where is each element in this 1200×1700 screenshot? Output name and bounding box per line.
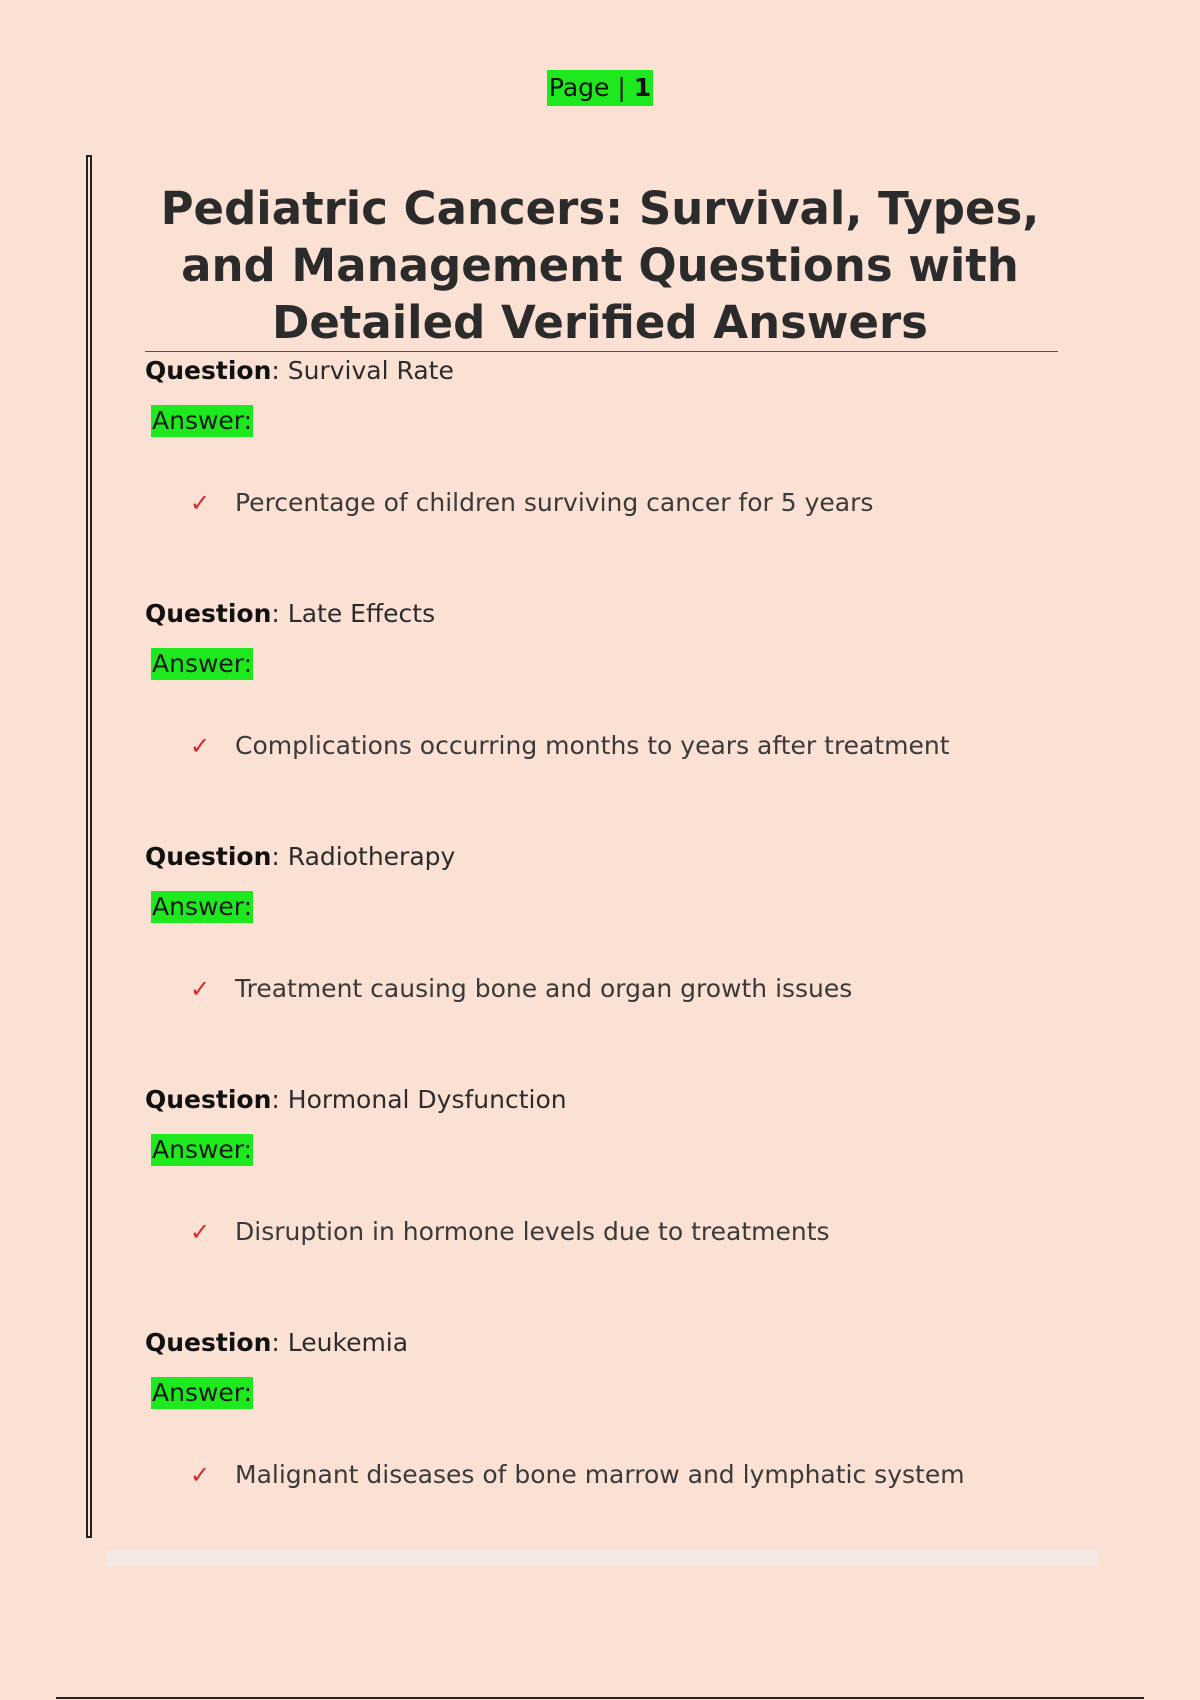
qa-block xyxy=(145,355,1095,519)
check-mark-icon: ✓ xyxy=(190,489,211,517)
page-header xyxy=(0,70,1200,106)
answer-label: Answer: xyxy=(152,1378,253,1407)
answer-text: Percentage of children surviving cancer for 5 years xyxy=(235,488,874,517)
bottom-band xyxy=(106,1550,1098,1566)
qa-block xyxy=(145,1084,1095,1248)
question-text: Hormonal Dysfunction xyxy=(287,1085,567,1114)
answer-label: Answer: xyxy=(152,892,253,921)
question-text: Leukemia xyxy=(287,1328,409,1357)
answer-label: Answer: xyxy=(152,1135,253,1164)
qa-block xyxy=(145,841,1095,1005)
qa-block xyxy=(145,1327,1095,1491)
question-label: Question xyxy=(145,599,272,628)
check-mark-icon: ✓ xyxy=(190,732,211,760)
question-line: Question: Survival Rate xyxy=(145,356,454,385)
answer-text: Complications occurring months to years after treatment xyxy=(235,731,950,760)
check-mark-icon: ✓ xyxy=(190,975,211,1003)
question-line: Question: Radiotherapy xyxy=(145,842,456,871)
answer-item xyxy=(190,1216,1095,1248)
left-border-rule xyxy=(86,155,92,1538)
page-number: 1 xyxy=(633,73,652,102)
answer-label: Answer: xyxy=(152,406,253,435)
question-text: Radiotherapy xyxy=(287,842,456,871)
answer-item xyxy=(190,1459,1095,1491)
answer-item xyxy=(190,487,1095,519)
answer-item xyxy=(190,730,1095,762)
question-label: Question xyxy=(145,1328,272,1357)
page-number-label xyxy=(547,70,653,106)
question-text: Late Effects xyxy=(287,599,436,628)
answer-text: Disruption in hormone levels due to treatments xyxy=(235,1217,830,1246)
check-mark-icon: ✓ xyxy=(190,1461,211,1489)
question-line: Question: Hormonal Dysfunction xyxy=(145,1085,567,1114)
answer-text: Treatment causing bone and organ growth issues xyxy=(235,974,853,1003)
answer-label: Answer: xyxy=(152,649,253,678)
qa-block xyxy=(145,598,1095,762)
check-mark-icon: ✓ xyxy=(190,1218,211,1246)
document-title: Pediatric Cancers: Survival, Types, and Management Questions with Detailed Verified Answers xyxy=(160,182,1040,349)
question-label: Question xyxy=(145,1085,272,1114)
question-label: Question xyxy=(145,356,272,385)
question-label: Question xyxy=(145,842,272,871)
answer-text: Malignant diseases of bone marrow and lymphatic system xyxy=(235,1460,965,1489)
page-text: Page | xyxy=(548,73,634,102)
question-line: Question: Leukemia xyxy=(145,1328,409,1357)
title-underline xyxy=(145,351,1058,352)
question-line: Question: Late Effects xyxy=(145,599,436,628)
answer-item xyxy=(190,973,1095,1005)
question-text: Survival Rate xyxy=(287,356,454,385)
footer-rule xyxy=(56,1697,1144,1699)
